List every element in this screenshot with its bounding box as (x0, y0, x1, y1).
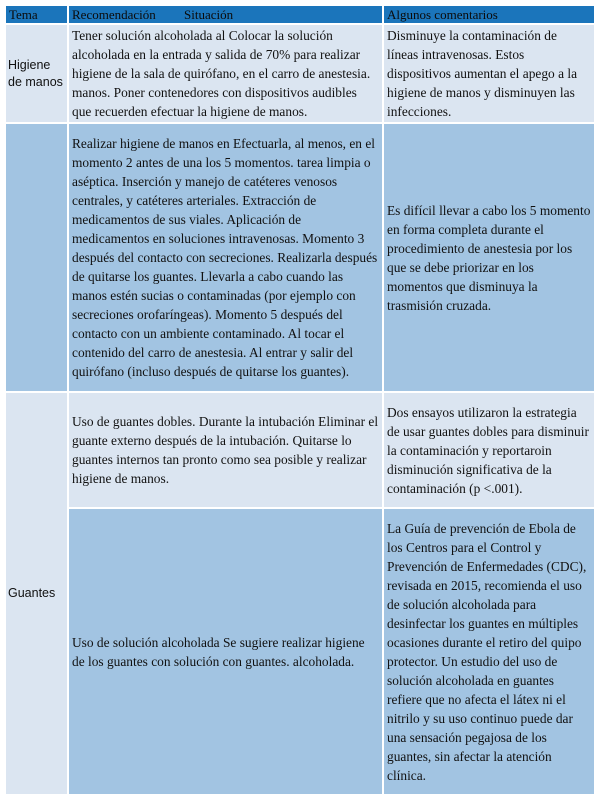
recomendacion-cell: Uso de guantes dobles. Durante la intubación Eliminar el guante externo después de la intubación. Quitarse lo guantes internos tan pronto como sea posible y realizar higiene de manos. (69, 393, 382, 507)
table-row (6, 124, 594, 391)
tema-cell: Higiene de manos (6, 25, 67, 122)
tema-cell (6, 124, 67, 391)
header-recomendacion: Recomendación (72, 7, 156, 22)
table-row (6, 25, 594, 122)
header-tema: Tema (6, 6, 67, 23)
recommendations-table (4, 4, 596, 796)
comentarios-cell: Disminuye la contaminación de líneas intravenosas. Estos dispositivos aumentan el apego a la higiene de manos y disminuyen las infecciones. (384, 25, 594, 122)
recomendacion-cell: Tener solución alcoholada al Colocar la solución alcoholada en la entrada y salida de 70% para realizar higiene de la sala de quirófano, en el carro de anestesia. manos. Poner contenedores con dispositivos audibles que recuerden efectuar la higiene de manos. (69, 25, 382, 122)
comentarios-cell: La Guía de prevención de Ebola de los Centros para el Control y Prevención de Enfermedades (CDC), revisada en 2015, recomienda el uso de solución alcoholada para desinfectar los guantes en múltiples ocasiones durante el retiro del quipo protector. Un estudio del uso de solución alcoholada en guantes refiere que no afecta el látex ni el nitrilo y su uso continuo puede dar una sensación pegajosa de los guantes, sin afectar la atención clínica. (384, 509, 594, 794)
comentarios-cell: Es difícil llevar a cabo los 5 momento en forma completa durante el procedimiento de anestesia por los que se debe priorizar en los momentos que disminuya la trasmisión cruzada. (384, 124, 594, 391)
comentarios-cell: Dos ensayos utilizaron la estrategia de usar guantes dobles para disminuir la contaminación y reportaroin disminución significativa de la contaminación (p <.001). (384, 393, 594, 507)
header-situacion: Situación (184, 7, 234, 22)
tema-cell: Guantes (6, 393, 67, 794)
table-row (6, 509, 594, 794)
recomendacion-cell: Realizar higiene de manos en Efectuarla, al menos, en el momento 2 antes de una los 5 momentos. tarea limpia o aséptica. Inserción y manejo de catéteres venosos centrales, y catéteres arteriales. Extracción de medicamentos de sus viales. Aplicación de medicamentos en soluciones intravenosas. Momento 3 después del contacto con secreciones. Realizarla después de quitarse los guantes. Llevarla a cabo cuando las manos estén sucias o contaminadas (por ejemplo con secreciones orofaríngeas). Momento 5 después del contacto con un ambiente contaminado. Al tocar el contenido del carro de anestesia. Al entrar y salir del quirófano (incluso después de quitarse los guantes). (69, 124, 382, 391)
header-comentarios: Algunos comentarios (384, 6, 594, 23)
table-row (6, 393, 594, 507)
recomendacion-cell: Uso de solución alcoholada Se sugiere realizar higiene de los guantes con solución con guantes. alcoholada. (69, 509, 382, 794)
table-header-row (6, 6, 594, 23)
header-recomendacion-situacion (69, 6, 382, 23)
